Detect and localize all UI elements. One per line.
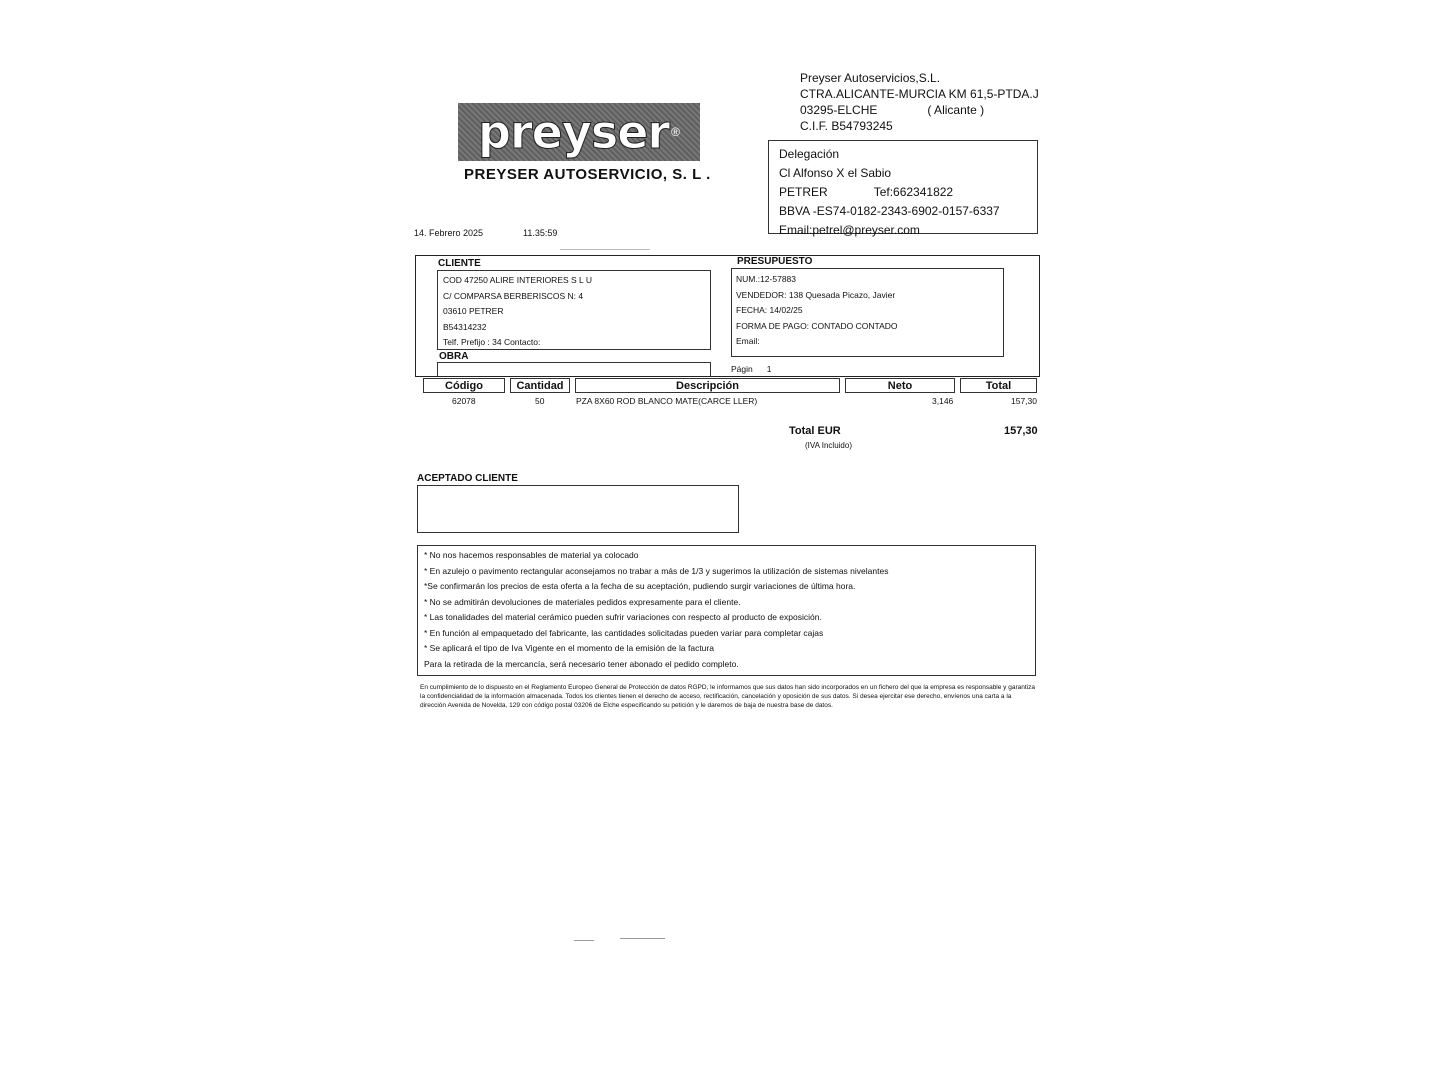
scan-smudge [574,940,594,941]
cliente-label: CLIENTE [438,258,481,269]
condition-item: *Se confirmarán los precios de esta oferta a la fecha de su aceptación, pudiendo surgir variaciones de última hora. [424,581,856,591]
total-value: 157,30 [1004,425,1038,437]
presupuesto-line: NUM.:12-57883 [736,274,797,284]
total-label: Total EUR [789,425,841,437]
preyser-logo [458,103,700,161]
obra-label: OBRA [439,351,469,362]
delegation-title: Delegación [779,147,840,161]
col-header-codigo: Código [423,378,505,393]
presupuesto-line: FECHA: 14/02/25 [736,305,803,315]
col-header-descripcion: Descripción [575,378,840,393]
presupuesto-details [736,272,898,350]
scan-smudge [560,249,650,250]
col-header-cantidad: Cantidad [510,378,570,393]
cell-total: 157,30 [1011,396,1037,406]
document-date: 14. Febrero 2025 [414,228,484,238]
delegation-town-row [779,183,1037,202]
registered-mark: ® [671,125,680,139]
obra-box [437,362,711,376]
delegation-email: Email:petrel@preyser.com [779,223,920,237]
company-cif: C.I.F. B54793245 [800,119,893,133]
rgpd-notice: En cumplimiento de lo dispuesto en el Reglamento Europeo General de Protección de datos RGPD, le informamos que sus datos han sido incorporados en un fichero del que la empresa es responsable y garantiza la confidencialidad de la información almacenada. Todos los clientes tienen el derecho de acceso, rectificación, cancelación y oposición de sus datos. Si desea ejercitar ese derecho, envíenos una carta a la dirección Avenida de Novelda, 129 con código postal 03206 de Elche especificando su petición y le daremos de baja de nuestra base de datos. [420,684,1035,709]
delegation-street: Cl Alfonso X el Sabio [779,166,892,180]
condition-item: * No se admitirán devoluciones de materiales pedidos expresamente para el cliente. [424,596,741,607]
cliente-line: B54314232 [443,321,487,332]
page-label: Págin [731,364,753,374]
page-indicator [731,364,771,374]
document-time: 11.35:59 [523,228,558,238]
condition-item: Para la retirada de la mercancía, será necesario tener abonado el pedido completo. [424,658,739,669]
company-name: Preyser Autoservicios,S.L. [800,71,941,85]
document-datetime [414,228,557,238]
condition-item: * Las tonalidades del material cerámico pueden sufrir variaciones con respecto al producto de exposición. [424,612,822,622]
cliente-details [443,273,592,351]
company-city: 03295-ELCHE [800,103,878,117]
cell-neto: 3,146 [932,396,954,406]
logo-caption: PREYSER AUTOSERVICIO, S. L . [464,166,711,183]
delegation-box [768,140,1038,237]
company-street: CTRA.ALICANTE-MURCIA KM 61,5-PTDA.J [800,87,1039,101]
presupuesto-label: PRESUPUESTO [737,256,813,267]
delegation-phone: Tef:662341822 [873,185,954,199]
condition-item: * No nos hacemos responsables de material ya colocado [424,550,639,560]
presupuesto-line: Email: [736,336,760,346]
signature-box [417,485,739,533]
page-number: 1 [766,364,772,374]
delegation-town: PETRER [779,185,828,199]
conditions-list [424,548,888,672]
iva-note: (IVA Incluido) [805,441,852,450]
cell-cantidad: 50 [535,396,545,406]
cell-codigo: 62078 [452,396,476,406]
condition-item: * Se aplicará el tipo de Iva Vigente en el momento de la emisión de la factura [424,643,714,653]
cliente-line: C/ COMPARSA BERBERISCOS N: 4 [443,290,584,301]
presupuesto-line: VENDEDOR: 138 Quesada Picazo, Javier [736,289,896,300]
condition-item: * En azulejo o pavimento rectangular aconsejamos no trabar a más de 1/3 y sugerimos la utilización de sistemas nivelantes [424,565,889,576]
presupuesto-line: FORMA DE PAGO: CONTADO CONTADO [736,320,898,331]
cliente-line: Telf. Prefijo : 34 Contacto: [443,337,541,347]
company-address [800,70,1039,134]
cliente-line: 03610 PETRER [443,306,504,316]
cell-descripcion: PZA 8X60 ROD BLANCO MATE(CARCE LLER) [576,396,758,406]
company-city-row [800,102,1039,118]
logo-wordmark: preyser [478,105,670,159]
col-header-total: Total [960,378,1037,393]
aceptado-label: ACEPTADO CLIENTE [417,473,518,484]
company-region: ( Alicante ) [927,103,985,117]
condition-item: * En función al empaquetado del fabricante, las cantidades solicitadas pueden variar para completar cajas [424,627,824,638]
delegation-bank: BBVA -ES74-0182-2343-6902-0157-6337 [779,204,1000,218]
scan-smudge [620,938,665,939]
col-header-neto: Neto [845,378,955,393]
cliente-line: COD 47250 ALIRE INTERIORES S L U [443,275,592,285]
